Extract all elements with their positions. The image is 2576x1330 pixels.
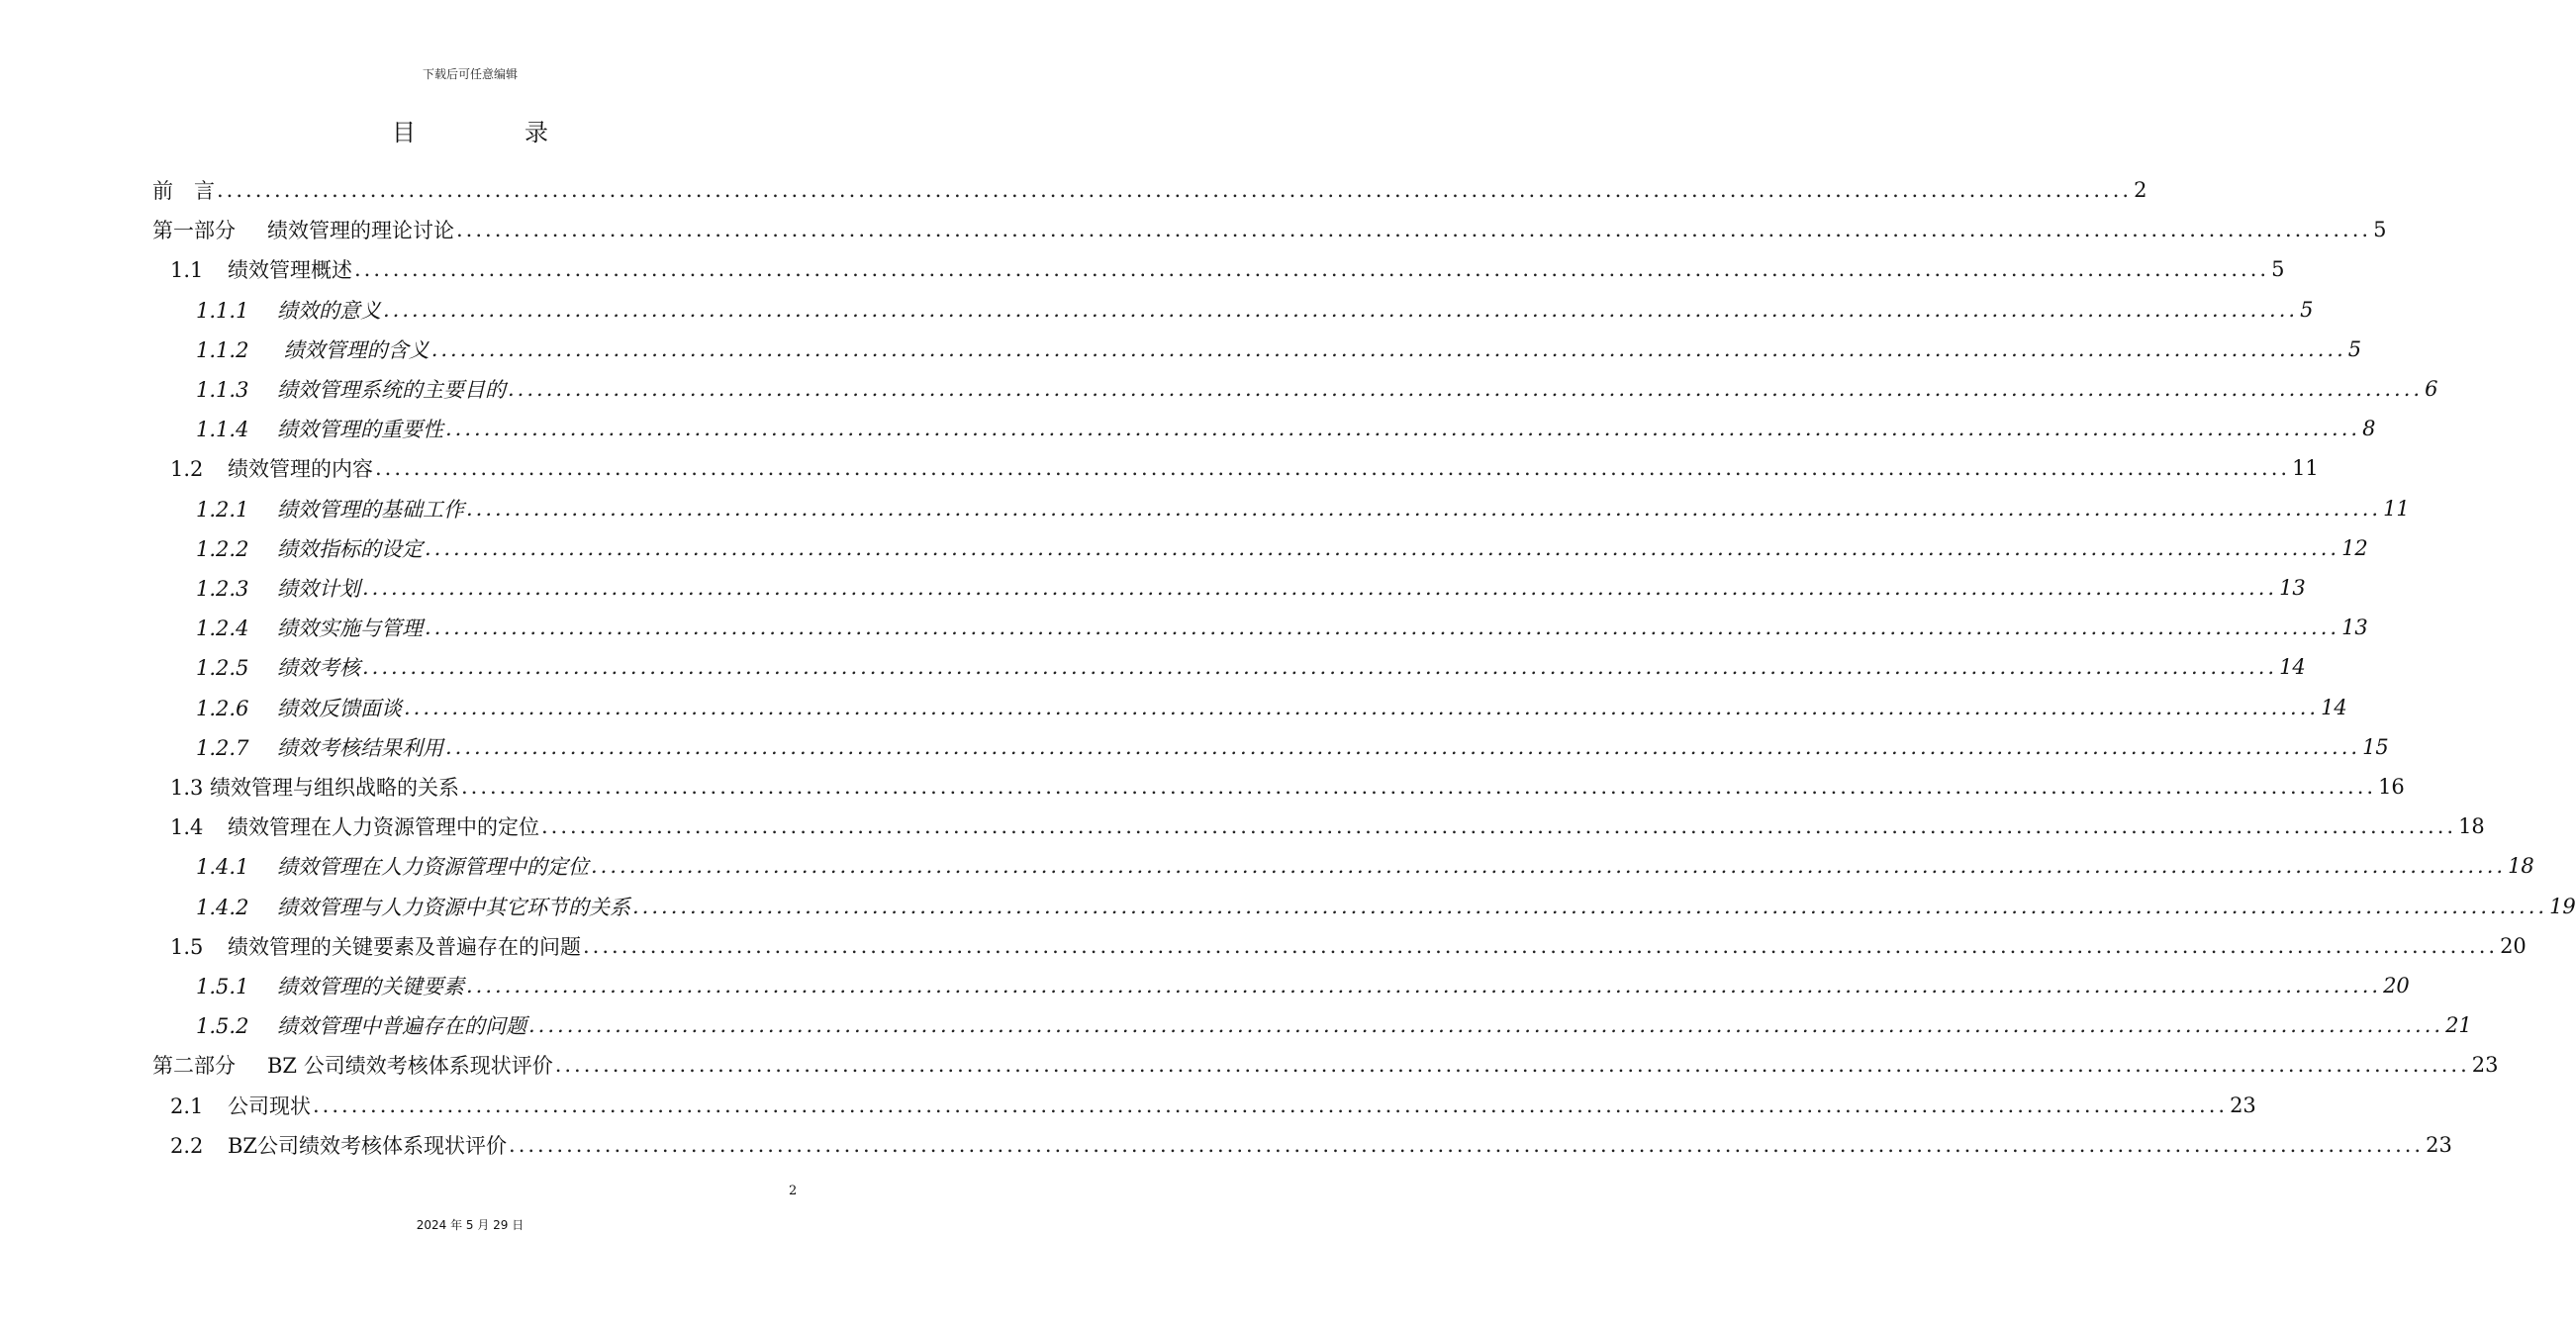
toc-entry-page: 13	[2279, 576, 2306, 600]
toc-entry-title: 公司现状	[228, 1093, 311, 1118]
toc-entry-label	[152, 1050, 553, 1080]
toc-entry-number: 1.5	[170, 934, 204, 959]
toc-entry[interactable]	[196, 330, 2362, 369]
toc-entry-title: 绩效管理的基础工作	[277, 497, 464, 522]
toc-entry-label	[196, 892, 630, 921]
toc-entry-title: 绩效管理与人力资源中其它环节的关系	[277, 895, 630, 919]
toc-leader-dots: ........................................................................................................................................................................................................	[425, 616, 2340, 640]
toc-entry[interactable]	[196, 846, 2534, 886]
toc-entry-title: 绩效管理中普遍存在的问题	[277, 1014, 526, 1039]
toc-entry-label	[170, 453, 373, 483]
toc-entry-number: 1.1.1	[196, 298, 249, 323]
toc-entry-number: 1.1	[170, 258, 204, 283]
toc-entry[interactable]	[196, 647, 2306, 687]
toc-entry-label	[170, 254, 352, 284]
toc-entry-number: 1.2.5	[196, 656, 249, 681]
toc-entry-label	[196, 573, 360, 603]
toc-leader-dots: ........................................................................................................................................................................................................	[313, 1092, 2229, 1117]
toc-entry[interactable]	[170, 807, 2485, 846]
toc-entry[interactable]	[170, 767, 2405, 807]
toc-entry[interactable]	[196, 528, 2368, 568]
toc-entry-label	[196, 374, 506, 404]
toc-entry-label	[196, 732, 443, 762]
toc-leader-dots: ........................................................................................................................................................................................................	[217, 178, 2133, 202]
toc-leader-dots: ........................................................................................................................................................................................................	[425, 535, 2340, 560]
toc-leader-dots: ........................................................................................................................................................................................................	[466, 496, 2382, 521]
page-number: 2	[789, 1184, 798, 1198]
toc-entry-title: 绩效管理在人力资源管理中的定位	[277, 855, 589, 880]
toc-entry-title: 绩效管理系统的主要目的	[277, 378, 506, 402]
toc-entry-label	[196, 414, 443, 443]
toc-entry-label	[196, 295, 381, 325]
toc-entry-page: 16	[2378, 775, 2405, 799]
toc-entry-page: 5	[2347, 336, 2362, 361]
toc-entry-number: 1.4.2	[196, 895, 249, 919]
toc-entry[interactable]	[196, 688, 2347, 727]
toc-entry-page: 23	[2471, 1053, 2499, 1078]
toc-entry[interactable]	[196, 887, 2576, 926]
toc-entry-number: 1.2	[170, 457, 204, 482]
toc-entry-label	[170, 772, 459, 802]
toc-entry-number: 1.2.2	[196, 536, 249, 561]
toc-leader-dots: ........................................................................................................................................................................................................	[375, 456, 2291, 481]
toc-leader-dots: ........................................................................................................................................................................................................	[508, 377, 2424, 401]
toc-entry-title: 绩效管理在人力资源管理中的定位	[228, 815, 539, 840]
toc-leader-dots: ........................................................................................................................................................................................................	[383, 297, 2299, 322]
toc-entry[interactable]	[170, 249, 2285, 289]
toc-entry-page: 5	[2373, 218, 2387, 242]
toc-leader-dots: ........................................................................................................................................................................................................	[583, 933, 2499, 958]
toc-entry-title: 绩效实施与管理	[277, 617, 423, 641]
toc-entry-page: 18	[2508, 854, 2534, 879]
toc-leader-dots: ........................................................................................................................................................................................................	[404, 695, 2320, 719]
toc-entry-title: 绩效反馈面谈	[277, 696, 402, 720]
toc-entry-page: 5	[2271, 257, 2285, 282]
toc-entry[interactable]	[152, 1045, 2499, 1085]
toc-entry-number: 1.2.4	[196, 617, 249, 641]
toc-entry[interactable]	[152, 170, 2147, 210]
toc-entry[interactable]	[152, 210, 2387, 249]
toc-leader-dots: ........................................................................................................................................................................................................	[554, 1053, 2470, 1078]
toc-entry-label	[196, 693, 402, 722]
toc-leader-dots: ........................................................................................................................................................................................................	[466, 974, 2382, 998]
toc-entry-number: 1.1.3	[196, 378, 249, 402]
toc-entry-title: 绩效指标的设定	[277, 536, 423, 561]
footer-date: 2024 年 5 月 29 日	[416, 1218, 525, 1232]
toc-leader-dots: ........................................................................................................................................................................................................	[632, 894, 2548, 918]
toc-entry[interactable]	[196, 489, 2410, 528]
toc-entry-title: BZ公司绩效考核体系现状评价	[228, 1133, 508, 1158]
toc-entry[interactable]	[196, 1005, 2472, 1045]
toc-entry-number: 1.2.3	[196, 577, 249, 601]
toc-entry-title: 绩效管理的理论讨论	[267, 219, 454, 243]
toc-entry-label	[196, 494, 464, 523]
toc-entry-page: 15	[2362, 734, 2389, 759]
toc-entry[interactable]	[196, 966, 2410, 1005]
toc-entry-label	[196, 334, 429, 364]
toc-entry-title: 绩效管理的关键要素	[277, 975, 464, 998]
toc-title	[0, 113, 940, 147]
toc-entry[interactable]	[196, 290, 2314, 330]
toc-entry-title: 绩效管理的含义	[277, 337, 429, 362]
toc-entry[interactable]	[196, 568, 2306, 608]
toc-entry-title: 绩效考核	[277, 656, 360, 681]
toc-entry-label	[170, 811, 539, 841]
toc-entry-page: 20	[2383, 974, 2410, 998]
toc-entry-page: 23	[2426, 1132, 2452, 1157]
toc-entry-page: 2	[2134, 178, 2147, 202]
toc-title-right: 录	[525, 119, 548, 146]
toc-entry-page: 13	[2341, 616, 2368, 640]
toc-leader-dots: ........................................................................................................................................................................................................	[509, 1132, 2425, 1157]
toc-leader-dots: ........................................................................................................................................................................................................	[362, 576, 2278, 600]
toc-leader-dots: ........................................................................................................................................................................................................	[354, 257, 2270, 282]
page-header: 下载后可任意编辑	[422, 67, 518, 81]
toc-entry-number: 前 言	[152, 179, 215, 203]
toc-entry-page: 14	[2279, 655, 2306, 680]
toc-entry-label	[196, 851, 589, 881]
toc-entry-number: 1.5.1	[196, 975, 249, 998]
toc-entry-label	[196, 1010, 526, 1040]
toc-entry-page: 11	[2292, 456, 2319, 481]
toc-entry-title: 绩效考核结果利用	[277, 735, 443, 760]
toc-entry-page: 11	[2383, 496, 2410, 521]
toc-entry-label	[152, 215, 454, 244]
toc-entry-label	[170, 931, 581, 961]
toc-entry[interactable]	[196, 409, 2376, 448]
toc-entry-title: 绩效管理与组织战略的关系	[210, 776, 459, 800]
toc-entry-page: 21	[2445, 1013, 2472, 1038]
toc-leader-dots: ........................................................................................................................................................................................................	[541, 814, 2457, 839]
toc-leader-dots: ........................................................................................................................................................................................................	[445, 734, 2361, 759]
toc-entry-page: 19	[2549, 894, 2576, 918]
toc-entry-title: BZ 公司绩效考核体系现状评价	[267, 1054, 553, 1079]
toc-leader-dots: ........................................................................................................................................................................................................	[362, 655, 2278, 680]
toc-entry-page: 23	[2230, 1092, 2256, 1117]
toc-entry[interactable]	[170, 448, 2319, 488]
toc-entry-label	[170, 1091, 311, 1120]
toc-entry-page: 5	[2300, 297, 2314, 322]
toc-entry-page: 6	[2425, 377, 2438, 401]
toc-entry[interactable]	[196, 608, 2368, 647]
toc-title-left: 目	[392, 119, 416, 146]
toc-leader-dots: ........................................................................................................................................................................................................	[445, 417, 2361, 441]
toc-entry-page: 8	[2362, 417, 2376, 441]
toc-entry-number: 1.5.2	[196, 1014, 249, 1039]
toc-entry-label	[196, 971, 464, 1000]
toc-entry[interactable]	[196, 727, 2389, 767]
toc-entry-page: 12	[2341, 535, 2368, 560]
toc-leader-dots: ........................................................................................................................................................................................................	[591, 854, 2507, 879]
toc-entry-page: 18	[2458, 814, 2485, 839]
toc-entry-number: 2.2	[170, 1133, 204, 1158]
toc-entry-number: 1.1.2	[196, 337, 249, 362]
toc-leader-dots: ........................................................................................................................................................................................................	[461, 775, 2377, 799]
toc-leader-dots: ........................................................................................................................................................................................................	[528, 1013, 2444, 1038]
toc-entry-title: 绩效管理的内容	[228, 457, 373, 482]
toc-entry-title: 绩效管理的重要性	[277, 418, 443, 442]
toc-entry-number: 第二部分	[152, 1054, 236, 1079]
toc-entry-title: 绩效的意义	[277, 298, 381, 323]
toc-entry-number: 1.2.7	[196, 735, 249, 760]
toc-entry-title: 绩效管理的关键要素及普遍存在的问题	[228, 934, 581, 959]
toc-entry-number: 第一部分	[152, 219, 236, 243]
toc-entry-number: 1.4.1	[196, 855, 249, 880]
toc-entry-label	[196, 533, 423, 563]
toc-entry-label	[196, 613, 423, 642]
toc-entry-title: 绩效管理概述	[228, 258, 352, 283]
toc-entry[interactable]	[196, 369, 2438, 409]
toc-leader-dots: ........................................................................................................................................................................................................	[430, 336, 2346, 361]
toc-leader-dots: ........................................................................................................................................................................................................	[456, 218, 2372, 242]
toc-entry[interactable]	[170, 1086, 2256, 1125]
toc-entry-number: 1.4	[170, 815, 204, 840]
toc-entry-number: 1.2.6	[196, 696, 249, 720]
toc-entry-label	[152, 175, 215, 205]
toc-entry-number: 1.2.1	[196, 497, 249, 522]
toc-entry-title: 绩效计划	[277, 577, 360, 601]
toc-entry-number: 1.3	[170, 776, 204, 800]
toc-entry[interactable]	[170, 926, 2527, 966]
toc-entry-number: 2.1	[170, 1093, 204, 1118]
toc-entry[interactable]	[170, 1125, 2452, 1165]
toc-entry-page: 20	[2500, 933, 2527, 958]
toc-entry-label	[170, 1130, 507, 1160]
toc-entry-number: 1.1.4	[196, 418, 249, 442]
toc-entry-page: 14	[2321, 695, 2347, 719]
toc-entry-label	[196, 652, 360, 682]
